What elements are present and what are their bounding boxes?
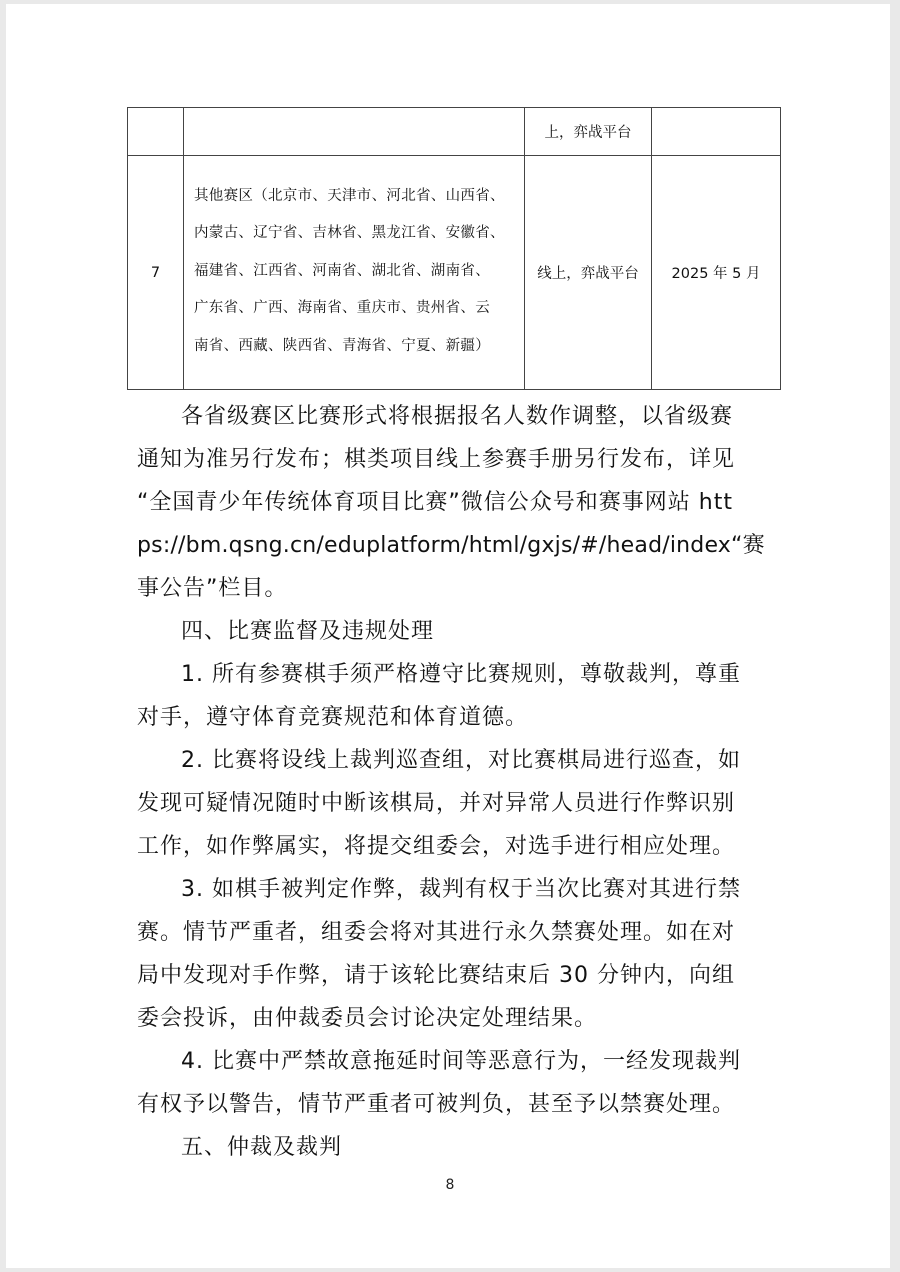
cell-form: 上，弈战平台	[525, 108, 652, 156]
cell-time: 2025 年 5 月	[652, 156, 781, 390]
region-line: 内蒙古、辽宁省、吉林省、黑龙江省、安徽省、	[194, 225, 505, 242]
section-heading-5: 五、仲裁及裁判	[181, 1135, 343, 1160]
table-row	[128, 108, 781, 156]
region-line: 福建省、江西省、河南省、湖北省、湖南省、	[194, 262, 490, 279]
cell-regions	[184, 108, 525, 156]
list-item: 2. 比赛将设线上裁判巡查组，对比赛棋局进行巡查，如 发现可疑情况随时中断该棋局，并对异常人员进行作弊识别 工作，如作弊属实，将提交组委会，对选手进行相应处理。	[137, 748, 741, 859]
region-line: 广东省、广西、海南省、重庆市、贵州省、云	[194, 300, 490, 317]
section-heading-4: 四、比赛监督及违规处理	[181, 619, 435, 644]
region-line: 其他赛区（北京市、天津市、河北省、山西省、	[194, 187, 505, 204]
website-url-line: ps://bm.qsng.cn/eduplatform/html/gxjs/#/head/index“赛	[137, 533, 765, 558]
cell-number: 7	[128, 156, 184, 390]
table-row	[128, 156, 781, 390]
paragraph-competition-format: 各省级赛区比赛形式将根据报名人数作调整，以省级赛 通知为准另行发布；棋类项目线上参赛手册另行发布，详见 “全国青少年传统体育项目比赛”微信公众号和赛事网站 htt ps://bm.qsng.cn/eduplatform/html/gxjs/#/head/index“赛 事公告”栏目。	[137, 395, 777, 610]
region-line: 南省、西藏、陕西省、青海省、宁夏、新疆）	[194, 337, 490, 354]
list-item: 1. 所有参赛棋手须严格遵守比赛规则，尊敬裁判，尊重 对手，遵守体育竞赛规范和体育道德。	[137, 662, 741, 730]
competition-schedule-table	[127, 107, 781, 390]
page-number: 8	[445, 1177, 455, 1193]
body-text	[137, 395, 777, 1169]
cell-number	[128, 108, 184, 156]
cell-regions	[184, 156, 525, 390]
list-item: 3. 如棋手被判定作弊，裁判有权于当次比赛对其进行禁 赛。情节严重者，组委会将对其进行永久禁赛处理。如在对 局中发现对手作弊，请于该轮比赛结束后 30 分钟内，向组 委会投诉，由仲裁委员会讨论决定处理结果。	[137, 877, 741, 1031]
cell-time	[652, 108, 781, 156]
cell-form: 线上，弈战平台	[525, 156, 652, 390]
list-item: 4. 比赛中严禁故意拖延时间等恶意行为，一经发现裁判 有权予以警告，情节严重者可被判负，甚至予以禁赛处理。	[137, 1049, 741, 1117]
